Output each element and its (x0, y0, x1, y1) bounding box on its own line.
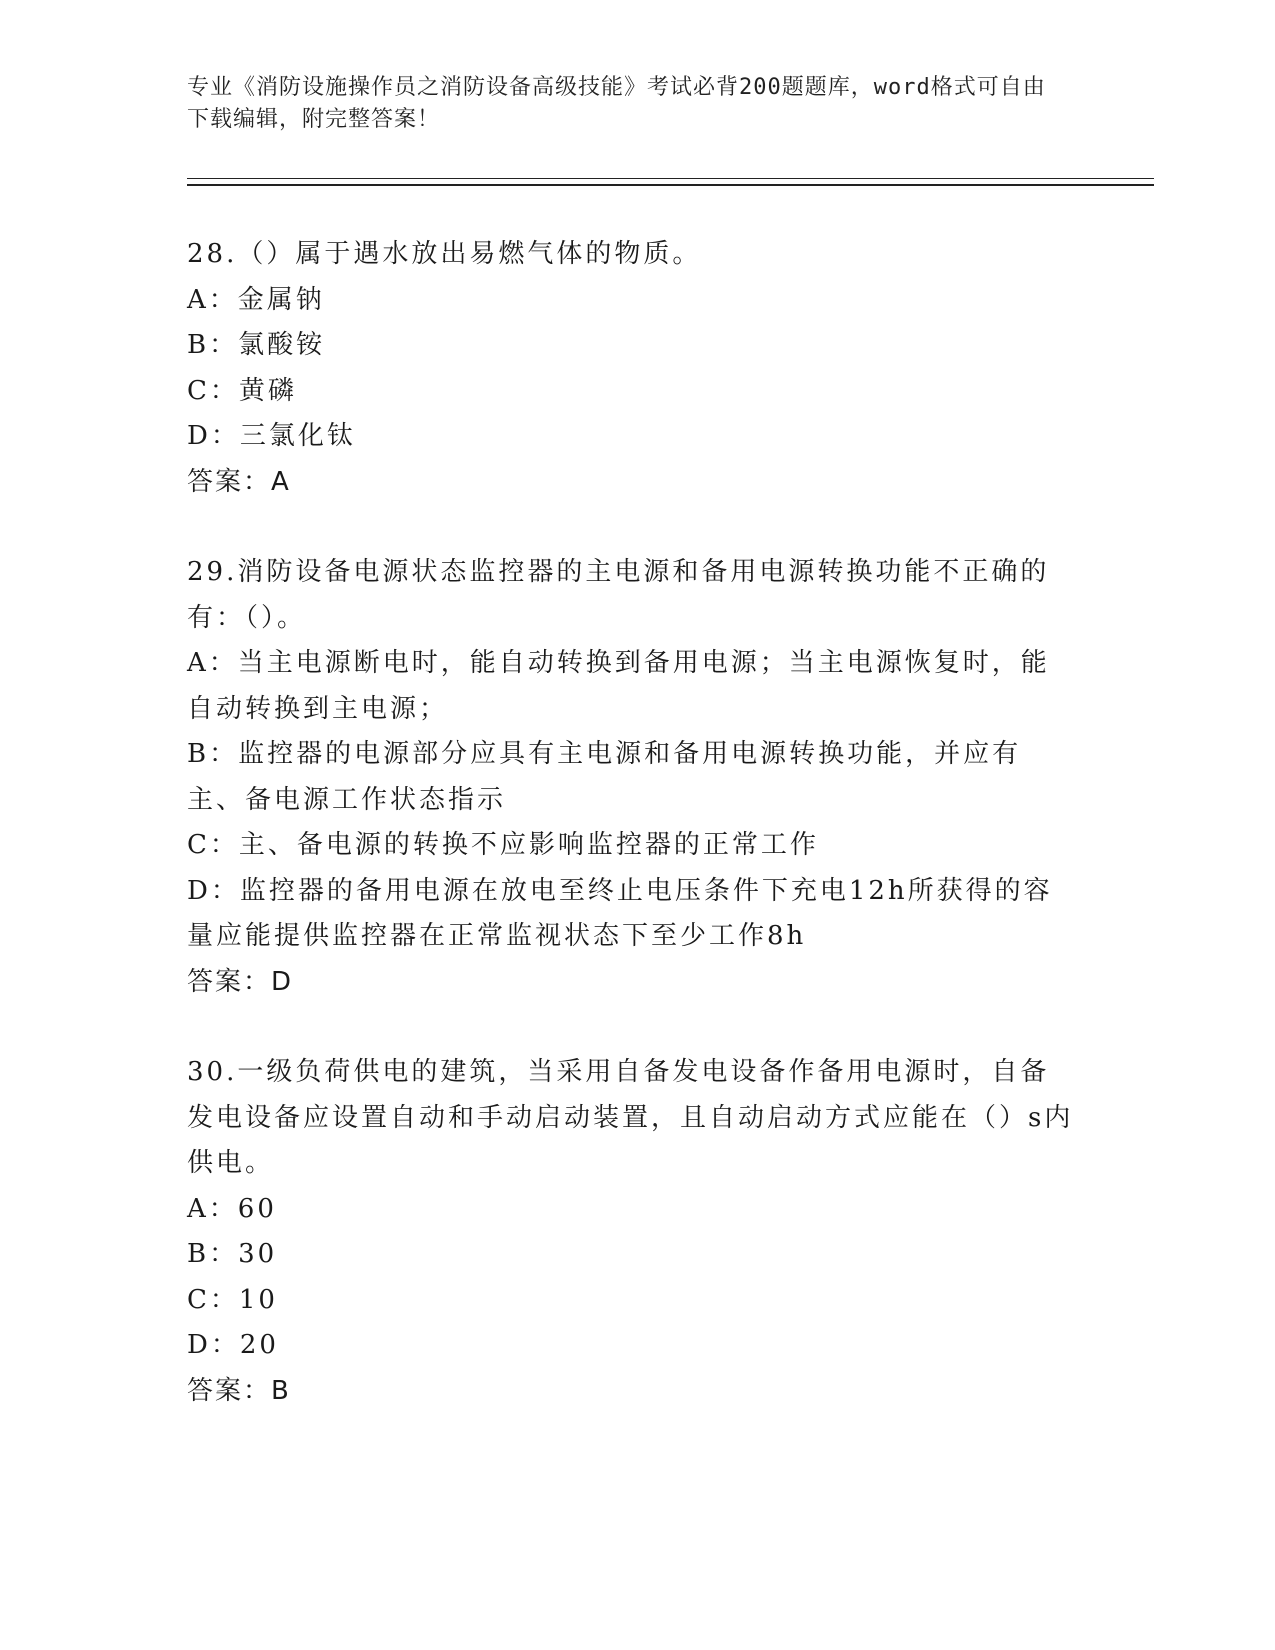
question-30 (187, 1050, 1077, 1414)
option-a: A：60 (187, 1193, 277, 1224)
option-d: D：三氯化钛 (187, 421, 356, 451)
header-divider (187, 178, 1154, 186)
header-text: 专业《消防设施操作员之消防设备高级技能》考试必背200题题库，word格式可自由下载编辑，附完整答案！ (187, 75, 1046, 132)
option-c: C：黄磷 (187, 375, 297, 406)
question-list (187, 232, 1077, 1414)
option-c: C：主、备电源的转换不应影响监控器的正常工作 (187, 830, 819, 860)
option-b: B：30 (187, 1239, 278, 1269)
question-29 (187, 550, 1077, 1005)
question-stem: 29.消防设备电源状态监控器的主电源和备用电源转换功能不正确的有：（）。 (187, 557, 1050, 633)
answer-line: 答案：B (187, 1375, 291, 1406)
question-stem: 30.一级负荷供电的建筑，当采用自备发电设备作备用电源时，自备发电设备应设置自动和手动启动装置，且自动启动方式应能在（）s内供电。 (187, 1057, 1074, 1178)
option-b: B：氯酸铵 (187, 330, 326, 360)
answer-line: 答案：A (187, 466, 291, 497)
option-b: B：监控器的电源部分应具有主电源和备用电源转换功能，并应有主、备电源工作状态指示 (187, 739, 1022, 815)
question-stem: 28.（）属于遇水放出易燃气体的物质。 (187, 239, 702, 269)
answer-line: 答案：D (187, 966, 294, 997)
option-a: A：当主电源断电时，能自动转换到备用电源；当主电源恢复时，能自动转换到主电源； (187, 648, 1050, 724)
page-header (187, 72, 1067, 136)
question-28 (187, 232, 1077, 505)
option-a: A：金属钠 (187, 284, 325, 315)
option-c: C：10 (187, 1284, 278, 1315)
option-d: D：20 (187, 1330, 279, 1360)
option-d: D：监控器的备用电源在放电至终止电压条件下充电12h所获得的容量应能提供监控器在正常监视状态下至少工作8h (187, 875, 1053, 951)
